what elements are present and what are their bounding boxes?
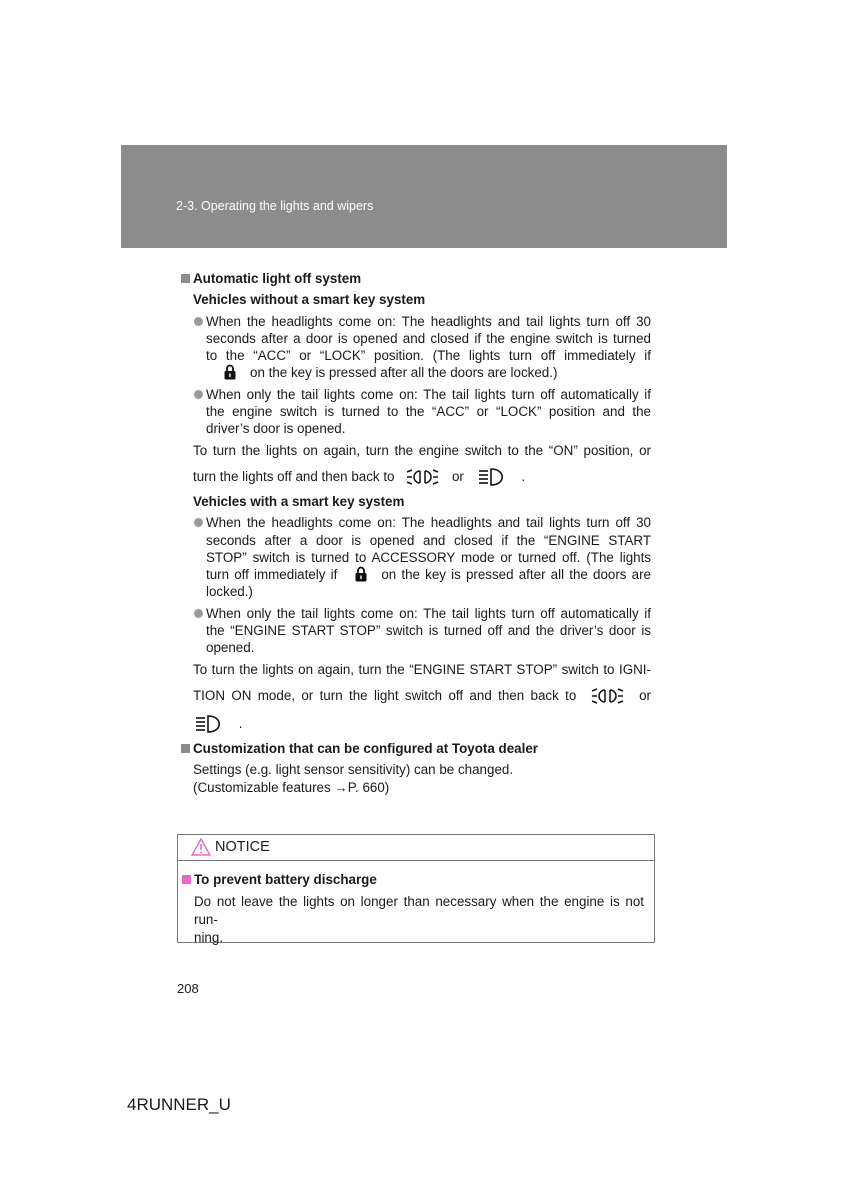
- bullet-item: [193, 386, 651, 438]
- text-fragment: or: [451, 468, 464, 484]
- smart-key-subheading: Vehicles with a smart key system: [193, 493, 405, 509]
- square-bullet-icon: [181, 744, 190, 753]
- section-title: 2-3. Operating the lights and wipers: [176, 199, 374, 213]
- parking-light-icon: [406, 467, 440, 487]
- bullet-dot-icon: [194, 518, 203, 527]
- notice-body: [182, 871, 650, 951]
- text-line: When only the tail lights come on: The tail lights turn off automatically if: [206, 386, 651, 402]
- paragraph: [193, 442, 651, 487]
- text-line: [193, 686, 651, 706]
- bullet-item: [193, 313, 651, 382]
- text-line: STOP” switch is turned to ACCESSORY mode or turned off. (The lights: [206, 549, 651, 565]
- text-fragment: turn the lights off and then back to: [193, 468, 395, 484]
- main-content: [181, 270, 651, 800]
- notice-header: [178, 835, 654, 861]
- text-fragment: on the key is pressed after all the doors are: [381, 567, 651, 583]
- text-line: To turn the lights on again, turn the “ENGINE START STOP” switch to IGNI-: [193, 661, 651, 677]
- page-number: 208: [177, 981, 199, 996]
- auto-off-heading: [181, 270, 651, 287]
- text-line: When the headlights come on: The headlights and tail lights turn off 30: [206, 515, 651, 531]
- parking-light-icon: [591, 686, 625, 706]
- headlight-icon: [193, 714, 227, 734]
- square-bullet-icon: [181, 274, 190, 283]
- text-line: driver’s door is opened.: [206, 421, 346, 437]
- footer-label: 4RUNNER_U: [127, 1095, 231, 1114]
- text-fragment: .: [238, 715, 243, 731]
- paragraph: [194, 893, 650, 947]
- text-line: to the “ACC” or “LOCK” position. (The lights turn off immediately if: [206, 348, 651, 364]
- custom-title: Customization that can be configured at Toyota dealer: [193, 740, 538, 756]
- text-line: [206, 364, 651, 381]
- text-line: the engine switch is turned to the “ACC” or “LOCK” position and the: [206, 404, 651, 420]
- text-fragment: turn off immediately if: [206, 567, 338, 583]
- notice-title: NOTICE: [215, 839, 270, 855]
- bullet-item: [193, 605, 651, 657]
- warning-triangle-icon: [191, 838, 211, 856]
- text-fragment: TION ON mode, or turn the light switch off and then back to: [193, 687, 577, 703]
- no-smart-key-subheading: Vehicles without a smart key system: [193, 292, 426, 308]
- bullet-dot-icon: [194, 609, 203, 618]
- custom-heading: [181, 740, 651, 757]
- text-line: To turn the lights on again, turn the engine switch to the “ON” position, or: [193, 442, 651, 458]
- text-fragment: on the key is pressed after all the doors are locked.): [250, 365, 558, 381]
- lock-icon: [224, 364, 236, 380]
- text-line: [206, 566, 651, 583]
- text-line: ning.: [194, 930, 224, 945]
- auto-off-title: Automatic light off system: [193, 271, 362, 286]
- headlight-icon: [476, 467, 510, 487]
- bullet-dot-icon: [194, 390, 203, 399]
- text-line: When only the tail lights come on: The tail lights turn off automatically if: [206, 605, 651, 621]
- text-line: [193, 467, 651, 487]
- lock-icon: [355, 566, 367, 582]
- text-line: seconds after a door is opened and closed if the “ENGINE START: [206, 532, 651, 548]
- text-line: the “ENGINE START STOP” switch is turned off and the driver’s door is: [206, 623, 651, 639]
- text-line: Settings (e.g. light sensor sensitivity) can be changed.: [193, 762, 514, 778]
- text-line: seconds after a door is opened and closed if the engine switch is turned: [206, 330, 651, 346]
- text-line: [193, 714, 651, 734]
- text-line: opened.: [206, 640, 255, 656]
- notice-heading-text: To prevent battery discharge: [194, 872, 377, 887]
- bullet-item: [193, 514, 651, 600]
- text-line: When the headlights come on: The headlights and tail lights turn off 30: [206, 313, 651, 329]
- bullet-dot-icon: [194, 317, 203, 326]
- section-header: [121, 145, 727, 248]
- paragraph: [193, 761, 651, 796]
- text-fragment: or: [639, 687, 651, 703]
- notice-box: [177, 834, 655, 943]
- notice-heading: [182, 871, 650, 889]
- square-bullet-icon: [182, 875, 191, 884]
- text-line: locked.): [206, 584, 253, 600]
- text-line: Do not leave the lights on longer than necessary when the engine is not run-: [194, 894, 644, 927]
- text-line: (Customizable features →P. 660): [193, 779, 390, 795]
- text-fragment: .: [521, 468, 526, 484]
- paragraph: [193, 661, 651, 734]
